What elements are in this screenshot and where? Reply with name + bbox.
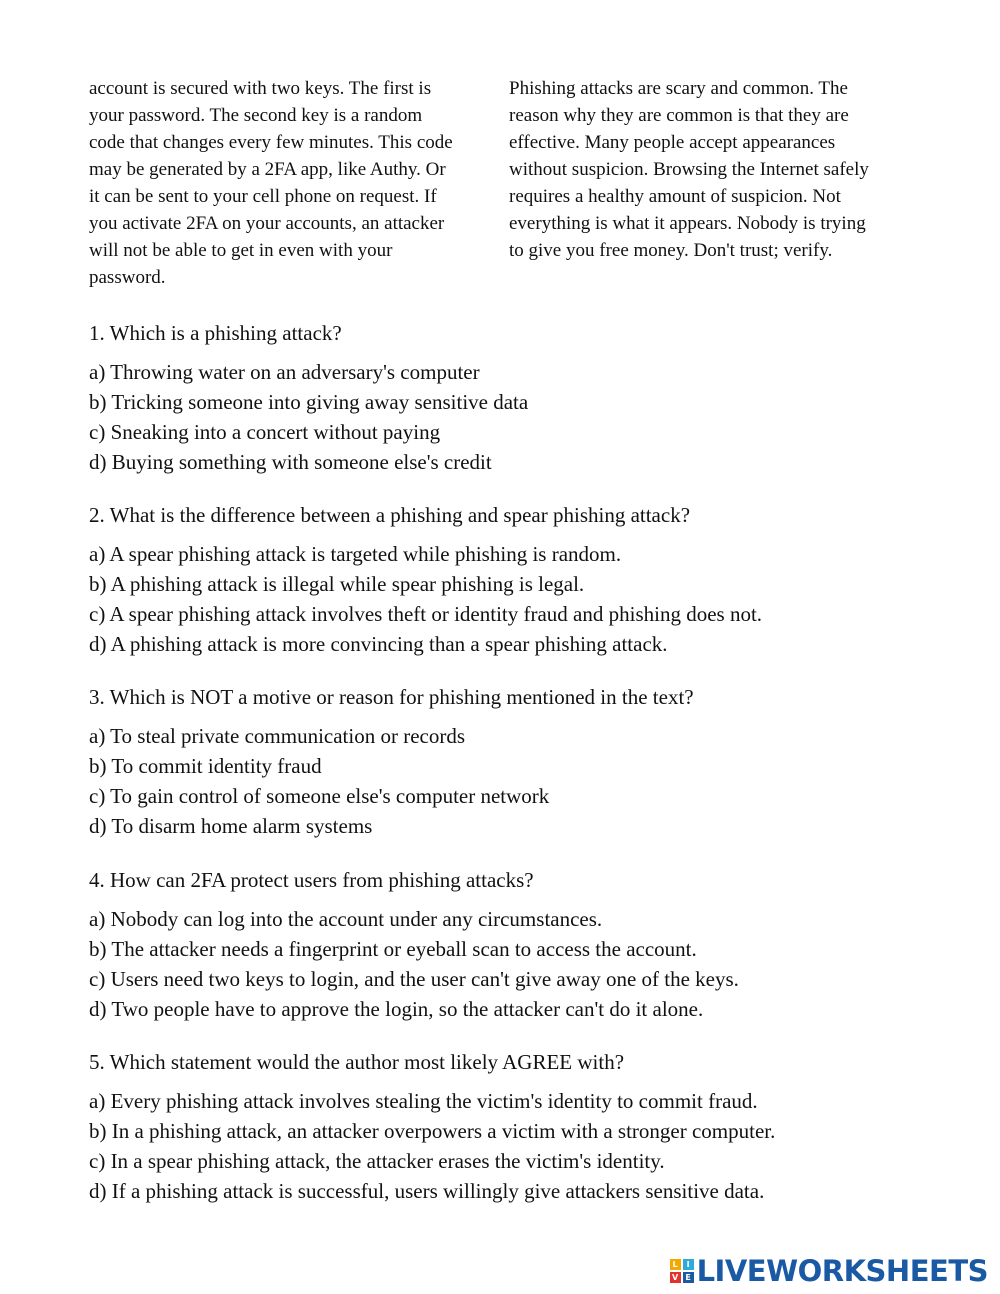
answer-options — [89, 539, 969, 659]
answer-option[interactable]: c) In a spear phishing attack, the attacker erases the victim's identity. — [89, 1149, 665, 1173]
question-1 — [89, 318, 969, 477]
logo-blocks-icon — [670, 1259, 694, 1283]
question-4 — [89, 865, 969, 1024]
answer-options — [89, 721, 969, 841]
logo-block: E — [683, 1272, 694, 1283]
logo-text: LIVEWORKSHEETS — [696, 1254, 988, 1288]
answer-options — [89, 904, 969, 1024]
liveworksheets-logo — [670, 1254, 988, 1288]
answer-option[interactable]: d) Buying something with someone else's credit — [89, 450, 492, 474]
answer-option[interactable]: a) Throwing water on an adversary's computer — [89, 360, 480, 384]
answer-option[interactable]: b) To commit identity fraud — [89, 754, 322, 778]
answer-option[interactable]: a) To steal private communication or records — [89, 724, 466, 748]
question-prompt: 2. What is the difference between a phishing and spear phishing attack? — [89, 503, 691, 527]
answer-options — [89, 1086, 969, 1206]
answer-option[interactable]: b) The attacker needs a fingerprint or eyeball scan to access the account. — [89, 937, 697, 961]
answer-option[interactable]: b) Tricking someone into giving away sensitive data — [89, 390, 529, 414]
question-5 — [89, 1047, 969, 1206]
logo-block: I — [683, 1259, 694, 1270]
logo-block: V — [670, 1272, 681, 1283]
question-prompt: 4. How can 2FA protect users from phishing attacks? — [89, 868, 534, 892]
answer-option[interactable]: d) Two people have to approve the login, so the attacker can't do it alone. — [89, 997, 704, 1021]
answer-options — [89, 357, 969, 477]
answer-option[interactable]: b) In a phishing attack, an attacker overpowers a victim with a stronger computer. — [89, 1119, 776, 1143]
logo-block: L — [670, 1259, 681, 1270]
question-prompt: 5. Which statement would the author most likely AGREE with? — [89, 1050, 625, 1074]
answer-option[interactable]: b) A phishing attack is illegal while spear phishing is legal. — [89, 572, 585, 596]
question-3 — [89, 682, 969, 841]
answer-option[interactable]: a) A spear phishing attack is targeted while phishing is random. — [89, 542, 622, 566]
question-prompt: 1. Which is a phishing attack? — [89, 321, 342, 345]
answer-option[interactable]: d) To disarm home alarm systems — [89, 814, 373, 838]
answer-option[interactable]: c) Users need two keys to login, and the user can't give away one of the keys. — [89, 967, 739, 991]
question-2 — [89, 500, 969, 659]
answer-option[interactable]: c) A spear phishing attack involves theft or identity fraud and phishing does not. — [89, 602, 763, 626]
answer-option[interactable]: a) Nobody can log into the account under any circumstances. — [89, 907, 603, 931]
passage-right-column: Phishing attacks are scary and common. The reason why they are common is that they are effective. Many people accept appearances without suspicion. Browsing the Internet safely requires a healthy amount of suspicion. Not everything is what it appears. Nobody is trying to give you free money. Don't trust; verify. — [509, 78, 869, 261]
answer-option[interactable]: c) Sneaking into a concert without paying — [89, 420, 441, 444]
answer-option[interactable]: c) To gain control of someone else's computer network — [89, 784, 550, 808]
answer-option[interactable]: a) Every phishing attack involves stealing the victim's identity to commit fraud. — [89, 1089, 758, 1113]
answer-option[interactable]: d) A phishing attack is more convincing than a spear phishing attack. — [89, 632, 668, 656]
passage-left-column: account is secured with two keys. The first is your password. The second key is a random code that changes every few minutes. This code may be generated by a 2FA app, like Authy. Or it can be sent to your cell phone on request. If you activate 2FA on your accounts, an attacker will not be able to get in even with your password. — [89, 78, 453, 288]
answer-option[interactable]: d) If a phishing attack is successful, users willingly give attackers sensitive data. — [89, 1179, 765, 1203]
question-prompt: 3. Which is NOT a motive or reason for phishing mentioned in the text? — [89, 685, 694, 709]
